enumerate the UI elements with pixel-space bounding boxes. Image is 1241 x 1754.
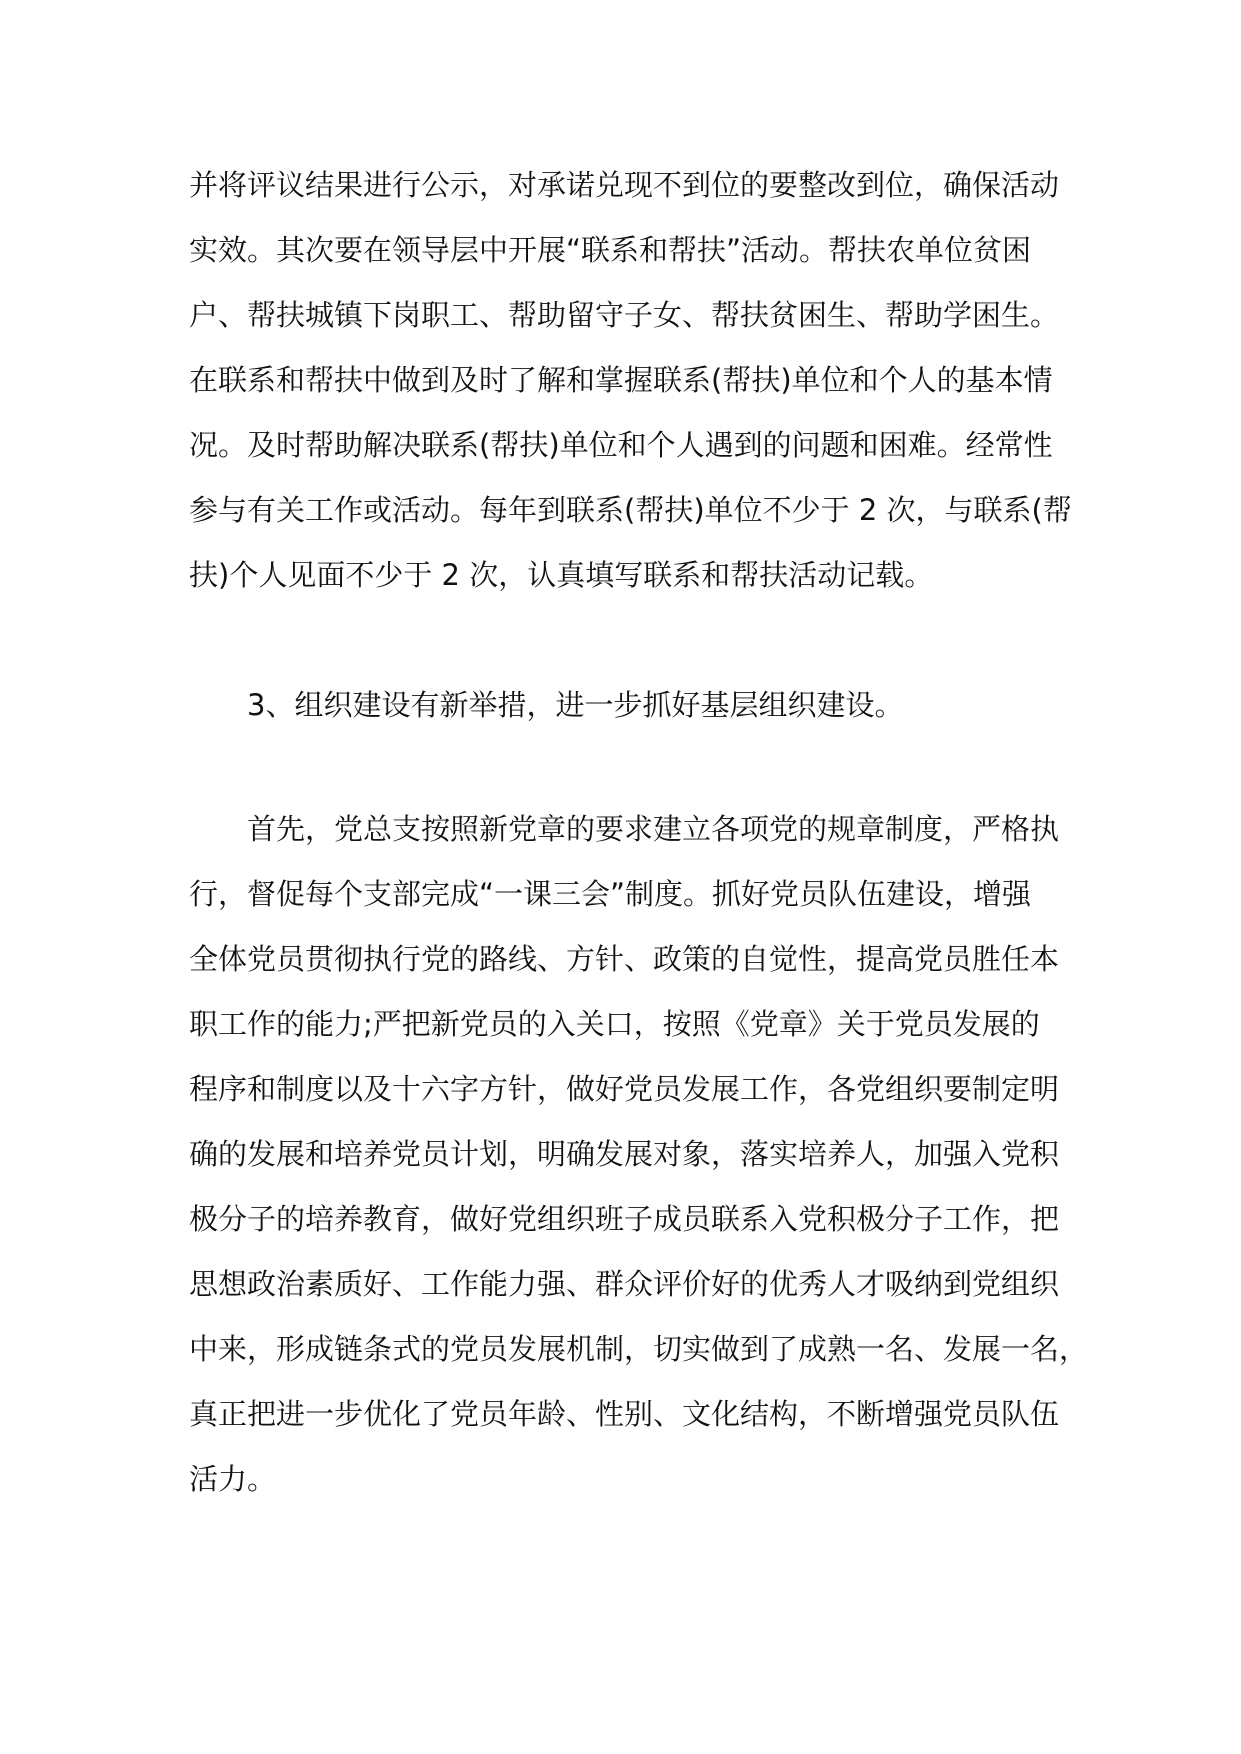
paragraph-line: 职工作的能力;严把新党员的入关口，按照《党章》关于党员发展的 <box>189 1007 1040 1041</box>
paragraph-party-assistance <box>189 153 1072 608</box>
paragraph-line: 程序和制度以及十六字方针，做好党员发展工作，各党组织要制定明 <box>189 1072 1060 1106</box>
paragraph-line: 在联系和帮扶中做到及时了解和掌握联系(帮扶)单位和个人的基本情 <box>189 363 1053 397</box>
paragraph-line: 扶)个人见面不少于 2 次，认真填写联系和帮扶活动记载。 <box>189 558 934 592</box>
paragraph-line: 参与有关工作或活动。每年到联系(帮扶)单位不少于 2 次，与联系(帮 <box>189 493 1072 527</box>
paragraph-line: 极分子的培养教育，做好党组织班子成员联系入党积极分子工作，把 <box>189 1202 1060 1236</box>
paragraph-line: 确的发展和培养党员计划，明确发展对象，落实培养人，加强入党积 <box>189 1137 1060 1171</box>
paragraph-line: 实效。其次要在领导层中开展“联系和帮扶”活动。帮扶农单位贫困 <box>189 233 1032 267</box>
paragraph-line: 活力。 <box>189 1462 277 1496</box>
section-heading-text: 3、组织建设有新举措，进一步抓好基层组织建设。 <box>189 688 904 722</box>
paragraph-line: 首先，党总支按照新党章的要求建立各项党的规章制度，严格执 <box>189 812 1060 846</box>
paragraph-line: 真正把进一步优化了党员年龄、性别、文化结构，不断增强党员队伍 <box>189 1397 1060 1431</box>
paragraph-line: 中来，形成链条式的党员发展机制，切实做到了成熟一名、发展一名， <box>189 1332 1089 1366</box>
paragraph-line: 行，督促每个支部完成“一课三会”制度。抓好党员队伍建设，增强 <box>189 877 1032 911</box>
paragraph-line: 户、帮扶城镇下岗职工、帮助留守子女、帮扶贫困生、帮助学困生。 <box>189 298 1060 332</box>
paragraph-line: 全体党员贯彻执行党的路线、方针、政策的自觉性，提高党员胜任本 <box>189 942 1060 976</box>
paragraph-line: 况。及时帮助解决联系(帮扶)单位和个人遇到的问题和困难。经常性 <box>189 428 1053 462</box>
paragraph-line: 并将评议结果进行公示，对承诺兑现不到位的要整改到位，确保活动 <box>189 168 1060 202</box>
paragraph-line: 思想政治素质好、工作能力强、群众评价好的优秀人才吸纳到党组织 <box>189 1267 1060 1301</box>
section-heading <box>189 673 1069 738</box>
paragraph-organization-building <box>189 797 1089 1512</box>
